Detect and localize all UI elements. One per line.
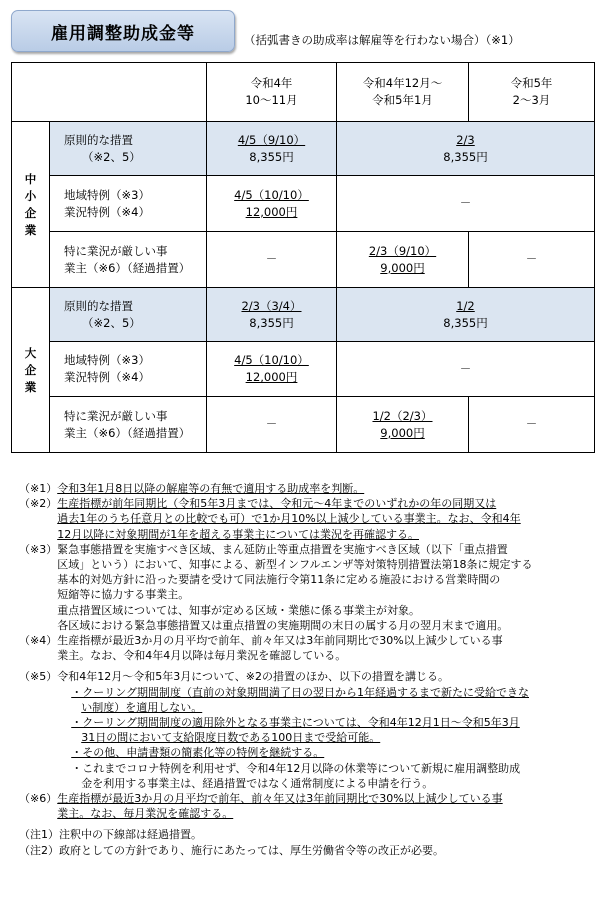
column-header: 令和4年 10～11月 — [207, 63, 337, 122]
row-label: 地域特例（※3） 業況特例（※4） — [50, 176, 207, 232]
footnotes — [19, 481, 599, 858]
row-label: 原則的な措置 （※2、5） — [50, 122, 207, 176]
rate-cell: － — [207, 232, 337, 288]
table-row — [12, 232, 595, 288]
footnote-6: （※6） 生産指標が最近3か月の月平均で前年、前々年又は3年前同期比で30%以上減少している事 業主。なお、毎月業況を確認する。 — [19, 792, 503, 821]
footnote-1: （※1） 令和3年1月8日以降の解雇等の有無で適用する助成率を判断。 — [19, 482, 365, 495]
footnote-2: （※2） 生産指標が前年同期比（令和5年3月までは、令和元～4年までのいずれかの年の同期又は 過去1年のうち任意月との比較でも可）で1か月10%以上減少している事業主。なお、令和4年 12月以降に対象期間が1年を超える事業主については業況を再確認する。 — [19, 497, 521, 541]
table-row — [12, 122, 595, 176]
row-label: 特に業況が厳しい事 業主（※6）（経過措置） — [50, 232, 207, 288]
rate-cell: － — [337, 342, 595, 397]
rate-cell: 2/3 8,355円 — [337, 122, 595, 176]
caveat-2: （注2） 政府としての方針であり、施行にあたっては、厚生労働省令等の改正が必要。 — [19, 843, 444, 857]
rate-cell: 2/3（9/10） 9,000円 — [337, 232, 469, 288]
rate-cell: 4/5（10/10） 12,000円 — [207, 342, 337, 397]
category-label-sme: 中 小 企 業 — [12, 122, 50, 288]
table-row — [12, 288, 595, 342]
row-label: 原則的な措置 （※2、5） — [50, 288, 207, 342]
footnote-5: （※5） 令和4年12月～令和5年3月について、※2の措置のほか、以下の措置を講じる。 ・クーリング期間制度（直前の対象期間満了日の翌日から1年経過するまで新たに受給できな い制度）を適用しない。 ・クーリング期間制度の適用除外となる事業主については、令和4年12月1日～令和5年3月 31日の間において支給限度日数である100日まで受給可能。 ・その他、申請書類の簡素化等の特例を継続する。 ・これまでコロナ特例を利用せず、令和4年12月以降の休業等について新規に雇用調整助成 金を利用する事業主は、経過措置ではなく通常制度による申請を行う。 — [19, 670, 529, 790]
rate-cell: － — [469, 232, 595, 288]
rate-cell: － — [337, 176, 595, 232]
rate-cell: － — [207, 397, 337, 453]
rate-cell: 1/2 8,355円 — [337, 288, 595, 342]
rate-cell: 1/2（2/3） 9,000円 — [337, 397, 469, 453]
header-blank-cell — [12, 63, 207, 122]
table-row — [12, 176, 595, 232]
page-subtitle: （括弧書きの助成率は解雇等を行わない場合）（※1） — [244, 33, 520, 47]
footnote-3: （※3） 緊急事態措置を実施すべき区域、まん延防止等重点措置を実施すべき区域（以下「重点措置 区域」という）において、知事による、新型インフルエンザ等対策特別措置法第18条に規定する 基本的対処方針に沿った要請を受けて同法施行令第11条に定める施設における営業時間の 短縮等に協力する事業主。 重点措置区域については、知事が定める区域・業態に係る事業主が対象。 各区域における緊急事態措置又は重点措置の実施期間の末日の属する月の翌月末まで適用。 — [19, 542, 533, 632]
column-header: 令和4年12月～ 令和5年1月 — [337, 63, 469, 122]
page-title: 雇用調整助成金等 — [11, 10, 235, 52]
rate-cell: 4/5（10/10） 12,000円 — [207, 176, 337, 232]
rate-cell: 4/5（9/10） 8,355円 — [207, 122, 337, 176]
caveat-1: （注1） 注釈中の下線部は経過措置。 — [19, 828, 202, 842]
table-row — [12, 342, 595, 397]
row-label: 地域特例（※3） 業況特例（※4） — [50, 342, 207, 397]
footnote-4: （※4） 生産指標が最近3か月の月平均で前年、前々年又は3年前同期比で30%以上減少している事 業主。なお、令和4年4月以降は毎月業況を確認している。 — [19, 634, 503, 663]
rate-cell: － — [469, 397, 595, 453]
category-label-large: 大 企 業 — [12, 288, 50, 453]
rate-cell: 2/3（3/4） 8,355円 — [207, 288, 337, 342]
subsidy-rate-table — [11, 62, 595, 453]
table-row — [12, 397, 595, 453]
table-header-row — [12, 63, 595, 122]
row-label: 特に業況が厳しい事 業主（※6）（経過措置） — [50, 397, 207, 453]
column-header: 令和5年 2～3月 — [469, 63, 595, 122]
